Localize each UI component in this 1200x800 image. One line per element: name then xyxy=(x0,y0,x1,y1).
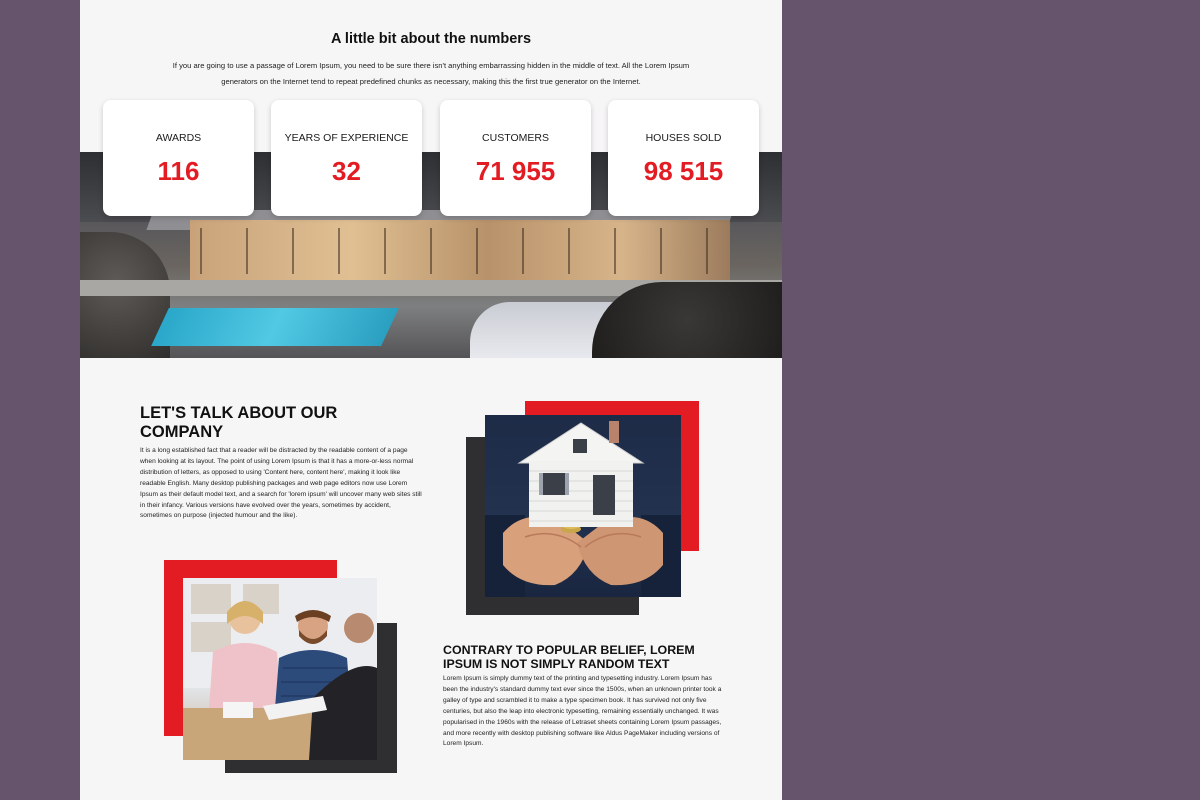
stat-card-years-of-experience xyxy=(271,100,422,216)
stat-label: CUSTOMERS xyxy=(482,132,549,144)
contrary-belief-text: Lorem Ipsum is simply dummy text of the printing and typesetting industry. Lorem Ipsum has been the industry's standard dummy text ever since the 1500s, when an unknown printer took a galley of type and scrambled it to make a type specimen book. It has survived not only five centuries, but also the leap into electronic typesetting, remaining essentially unchanged. It was popularised in the 1960s with the release of Letraset sheets containing Lorem Ipsum passages, and more recently with desktop publishing software like Aldus PageMaker including versions of Lorem Ipsum. xyxy=(443,675,722,748)
numbers-section-title: A little bit about the numbers xyxy=(330,31,532,47)
stat-label: YEARS OF EXPERIENCE xyxy=(284,132,409,144)
stat-value: 71 955 xyxy=(475,156,556,186)
stat-label: HOUSES SOLD xyxy=(645,132,722,144)
stat-label: AWARDS xyxy=(155,132,202,144)
numbers-intro-text: If you are going to use a passage of Lorem Ipsum, you need to be sure there isn't anything embarrassing hidden in the middle of text. All the Lorem Ipsum generators on the Internet tend to repeat predefined chunks as necessary, making this the first true generator on the Internet. xyxy=(172,61,690,86)
about-company-text: It is a long established fact that a reader will be distracted by the readable content of a page when looking at its layout. The point of using Lorem Ipsum is that it has a more-or-less normal distribution of letters, as opposed to using 'Content here, content here', making it look like readable English. Many desktop publishing packages and web page editors now use Lorem Ipsum as their default model text, and a search for 'lorem ipsum' will uncover many web sites still in their infancy. Various versions have evolved over the years, sometimes by accident, sometimes on purpose (injected humour and the like). xyxy=(140,447,422,520)
stat-value: 98 515 xyxy=(643,156,724,186)
business-meeting-photo xyxy=(183,578,377,760)
about-company-title: LET'S TALK ABOUT OUR COMPANY xyxy=(140,404,338,441)
contrary-belief-title: CONTRARY TO POPULAR BELIEF, LOREM IPSUM IS NOT SIMPLY RANDOM TEXT xyxy=(443,643,695,671)
stat-value: 32 xyxy=(332,156,361,186)
stat-value: 116 xyxy=(157,156,200,186)
stat-card-customers xyxy=(440,100,591,216)
page-content xyxy=(80,0,782,800)
stat-card-awards xyxy=(103,100,254,216)
stat-card-houses-sold xyxy=(608,100,759,216)
house-in-hands-photo xyxy=(485,415,681,597)
